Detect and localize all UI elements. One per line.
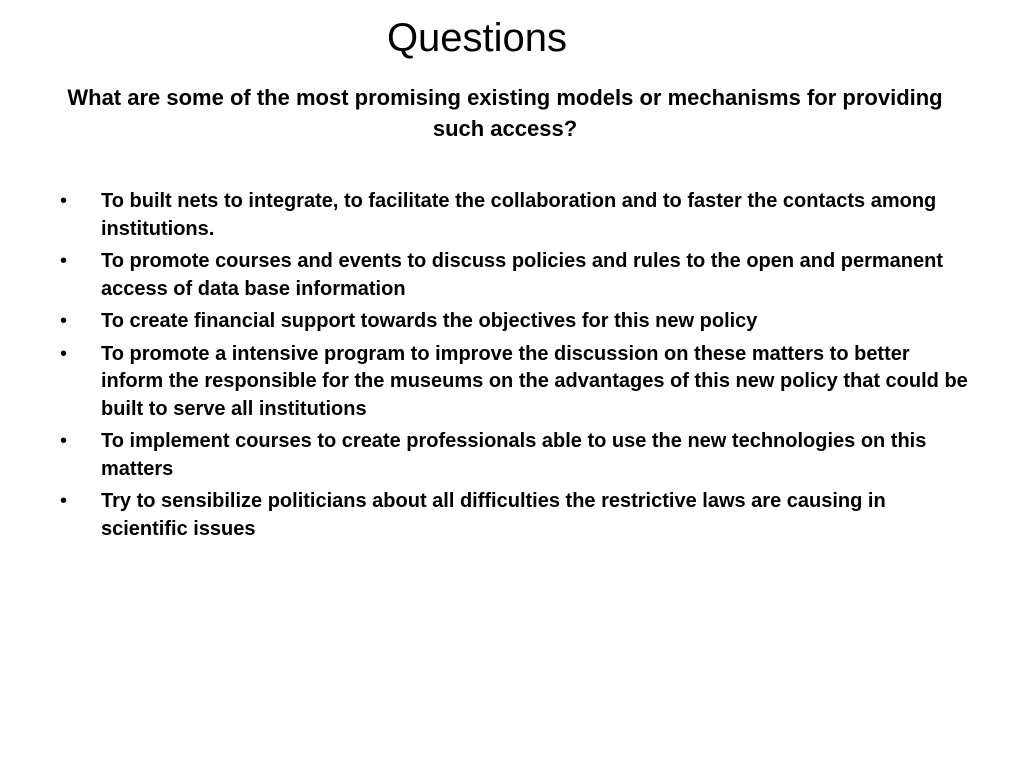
- bullet-item: [60, 488, 970, 543]
- bullet-item: [60, 428, 970, 483]
- bullet-text: To create financial support towards the objectives for this new policy: [101, 310, 758, 332]
- bullet-text: Try to sensibilize politicians about all difficulties the restrictive laws are causing in scientific issues: [101, 490, 886, 540]
- bullet-text: To implement courses to create professionals able to use the new technologies on this matters: [101, 430, 927, 480]
- slide-subtitle: What are some of the most promising existing models or mechanisms for providing such access?: [67, 85, 943, 141]
- bullet-text: To promote a intensive program to improve the discussion on these matters to better inform the responsible for the museums on the advantages of this new policy that could be built to serve all institutions: [101, 342, 968, 420]
- bullet-icon: •: [60, 310, 68, 332]
- slide-title: Questions: [386, 16, 568, 60]
- bullet-item: [60, 188, 970, 243]
- bullet-text: To promote courses and events to discuss policies and rules to the open and permanent access of data base information: [101, 250, 944, 300]
- bullet-icon: •: [60, 342, 68, 365]
- bullet-item: [60, 248, 970, 303]
- bullet-icon: •: [60, 490, 68, 512]
- bullet-list: [60, 188, 970, 548]
- bullet-icon: •: [60, 190, 68, 212]
- bullet-item: [60, 308, 970, 336]
- bullet-icon: •: [60, 250, 68, 272]
- bullet-icon: •: [60, 430, 68, 452]
- bullet-item: [60, 341, 970, 424]
- bullet-text: To built nets to integrate, to facilitate the collaboration and to faster the contacts among institutions.: [101, 190, 937, 240]
